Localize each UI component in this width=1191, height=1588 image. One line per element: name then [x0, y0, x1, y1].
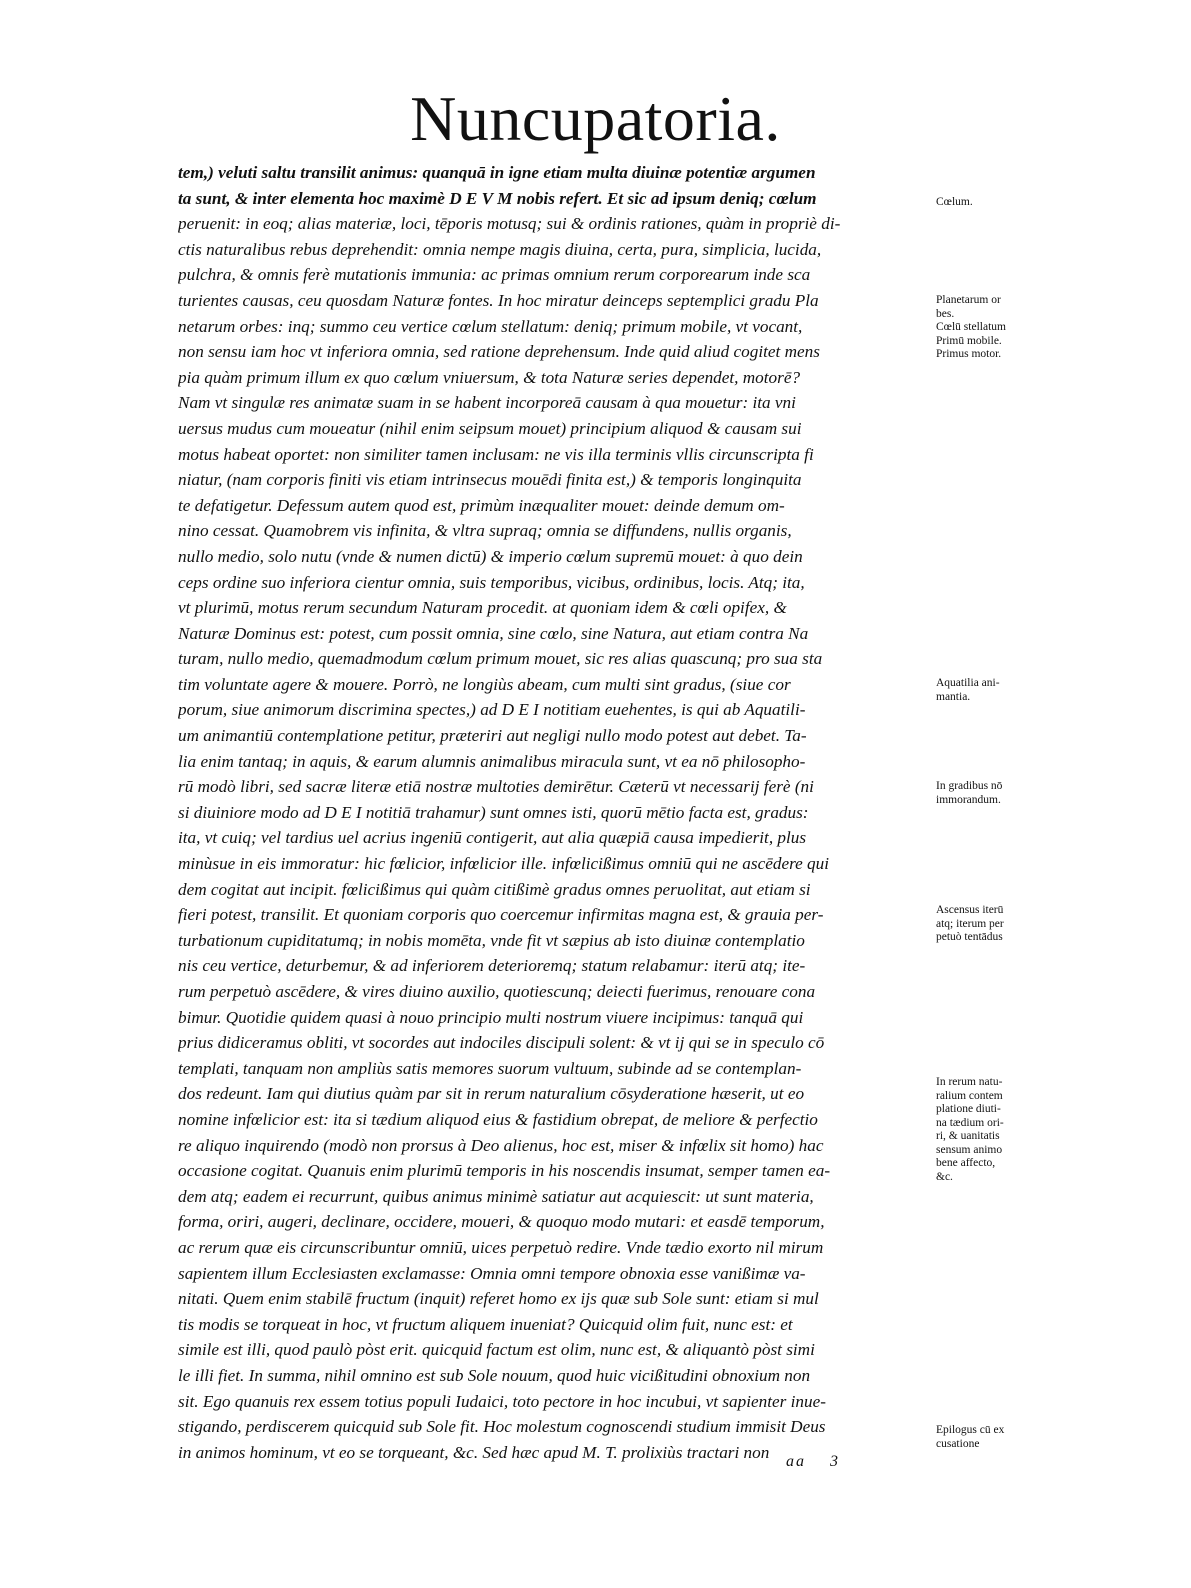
margin-note-line: In rerum natu- [936, 1076, 1003, 1088]
margin-note-line: Cœlū stellatum [936, 321, 1006, 333]
text-line: sit. Ego quanuis rex essem totius populi Iudaici, toto pectore in hoc incubui, vt sapienter inue- [178, 1391, 826, 1411]
margin-note-line: cusatione [936, 1437, 980, 1450]
text-line: pulchra, & omnis ferè mutationis immunia: ac primas omnium rerum corporearum inde sca [178, 265, 811, 285]
margin-note-line: ri, & uanitatis [936, 1130, 1000, 1142]
signature-mark: aa 3 [786, 1453, 840, 1470]
margin-note-line: petuò tentādus [936, 931, 1003, 943]
text-line: non sensu iam hoc vt inferiora omnia, sed ratione deprehensum. Inde quid aliud cogitet mens [178, 342, 820, 362]
text-line: niatur, (nam corporis finiti vis etiam intrinsecus mouēdi finita est,) & temporis longinquita [178, 470, 802, 490]
margin-note-line: &c. [936, 1170, 953, 1183]
text-line: rū modò libri, sed sacræ literæ etiā nostræ multoties demirētur. Cæterū vt necessarij ferè (ni [178, 777, 814, 797]
text-line: dos redeunt. Iam qui diutius quàm par sit in rerum naturalium cōsyderatione hæserit, ut eo [178, 1084, 805, 1104]
margin-note-line: bes. [936, 307, 955, 320]
text-line: prius didiceramus obliti, vt socordes aut indociles discipuli solent: & vt ij qui se in speculo cō [178, 1033, 825, 1053]
text-line: turam, nullo medio, quemadmodum cœlum primum mouet, sic res alias quascunq; pro sua sta [178, 649, 823, 669]
margin-note-line: Cœlum. [936, 196, 973, 208]
text-line: nitati. Quem enim stabilē fructum (inquit) referet homo ex ijs quæ sub Sole sunt: etiam si mul [178, 1289, 819, 1309]
text-line: ita, vt cuiq; vel tardius uel acrius ingeniū contigerit, aut alia quæpiā causa impedierit, plus [178, 828, 807, 848]
text-line: stigando, perdiscerem quicquid sub Sole fit. Hoc molestum cognoscendi studium immisit Deus [178, 1417, 826, 1437]
text-line: occasione cogitat. Quanuis enim plurimū temporis in his noscendis insumat, semper tamen ea- [178, 1161, 831, 1181]
margin-note-rerum-naturalium [936, 1076, 1054, 1184]
margin-note-line: In gradibus nō [936, 780, 1003, 792]
text-line: porum, siue animorum discrimina spectes,) ad D E I notitiam euehentes, is qui ab Aquatili- [178, 700, 806, 720]
text-line: minùsue in eis immoratur: hic fœlicior, infœlicior ille. infœlicißimus omniū qui ne ascēdere qui [178, 854, 830, 874]
margin-note-line: bene affecto, [936, 1157, 996, 1169]
text-line: dem atq; eadem ei recurrunt, quibus animus minimè satiatur aut acquiescit: ut sunt materia, [178, 1186, 814, 1206]
margin-note-gradibus [936, 780, 1054, 807]
text-line: tis modis se torqueat in hoc, vt fructum aliquem inueniat? Quicquid olim fuit, nunc est: et [178, 1314, 793, 1334]
text-line: bimur. Quotidie quidem quasi à nouo principio multi nostrum viuere incipimus: tanquā qui [178, 1007, 804, 1027]
margin-note-ascensus [936, 904, 1054, 945]
text-line: ac rerum quæ eis circunscribuntur omniū, uices perpetuò redire. Vnde tædio exorto nil mirum [178, 1237, 824, 1257]
margin-note-line: platione diuti- [936, 1103, 1001, 1115]
text-line: vt plurimū, motus rerum secundum Naturam procedit. at quoniam idem & cœli opifex, & [178, 598, 787, 618]
text-line: re aliquo inquirendo (modò non prorsus à Deo alienus, hoc est, miser & infœlix sit homo) hac [178, 1135, 824, 1155]
text-line: Nam vt singulæ res animatæ suam in se habent incorporeā causam à qua mouetur: ita vni [178, 393, 796, 413]
margin-note-line: atq; iterum per [936, 917, 1004, 930]
text-line: turbationum cupiditatumq; in nobis momēta, vnde fit vt sæpius ab isto diuinæ contemplatio [178, 930, 805, 950]
margin-note-line: immorandum. [936, 793, 1001, 806]
margin-note-line: na tædium ori- [936, 1116, 1004, 1129]
margin-note-line: mantia. [936, 690, 971, 703]
text-line: lia enim tantaq; in aquis, & earum alumnis animalibus miracula sunt, vt ea nō philosopho- [178, 751, 806, 771]
margin-note-epilogus [936, 1424, 1054, 1451]
text-line: le illi fiet. In summa, nihil omnino est sub Sole nouum, quod huic vicißitudini obnoxium non [178, 1365, 811, 1385]
text-line: motus habeat oportet: non similiter tamen inclusam: ne vis illa terminis vllis circunscripta fi [178, 444, 814, 464]
text-line: tim voluntate agere & mouere. Porrò, ne longiùs abeam, cum multi sint gradus, (siue cor [178, 674, 791, 694]
text-line: turientes causas, ceu quosdam Naturæ fontes. In hoc miratur deinceps septemplici gradu Pla [178, 290, 819, 310]
text-line: si diuiniore modo ad D E I notitiā trahamur) sunt omnes isti, quorū mētio facta est, gradus: [178, 802, 809, 822]
page-title: Nuncupatoria. [410, 83, 781, 154]
text-line: pia quàm primum illum ex quo cœlum vniuersum, & tota Naturæ series dependet, motorē? [178, 367, 801, 387]
text-line: rum perpetuò ascēdere, & vires diuino auxilio, quotiescunq; deiecti fuerimus, renouare cona [178, 982, 816, 1001]
text-line: sapientem illum Ecclesiasten exclamasse: Omnia omni tempore obnoxia esse vanißimæ va- [178, 1263, 806, 1283]
margin-note-line: Primū mobile. [936, 334, 1002, 347]
text-line: ta sunt, & inter elementa hoc maximè D E V M nobis refert. Et sic ad ipsum deniq; cœlum [178, 188, 817, 208]
margin-note-aquatilia [936, 677, 1054, 704]
text-line: ctis naturalibus rebus deprehendit: omnia nempe magis diuina, certa, pura, simplicia, lucida, [178, 239, 822, 259]
body-text [178, 160, 938, 1465]
text-line: nullo medio, solo nutu (vnde & numen dictū) & imperio cœlum supremū mouet: à quo dein [178, 546, 803, 566]
margin-note-line: Aquatilia ani- [936, 677, 1000, 689]
text-line: te defatigetur. Defessum autem quod est, primùm inæqualiter mouet: deinde demum om- [178, 495, 785, 515]
margin-note-planetarum [936, 294, 1054, 362]
text-line: in animos hominum, vt eo se torqueant, &c. Sed hæc apud M. T. prolixiùs tractari non [178, 1442, 770, 1462]
margin-note-line: sensum animo [936, 1143, 1003, 1156]
text-line: tem,) veluti saltu transilit animus: quanquā in igne etiam multa diuinæ potentiæ argumen [178, 163, 816, 182]
margin-note-line: Epilogus cū ex [936, 1424, 1005, 1436]
margin-note-line: Planetarum or [936, 294, 1001, 306]
margin-note-line: ralium contem [936, 1089, 1003, 1102]
text-line: nis ceu vertice, deturbemur, & ad inferiorem deterioremq; statum relabamur: iterū atq; ite- [178, 956, 806, 976]
text-line: dem cogitat aut incipit. fœlicißimus qui quàm citißimè gradus omnes peruolitat, aut etiam si [178, 879, 811, 899]
text-line: peruenit: in eoq; alias materiæ, loci, tēporis motusq; sui & ordinis rationes, quàm in propriè di- [178, 214, 841, 234]
text-line: netarum orbes: inq; summo ceu vertice cœlum stellatum: deniq; primum mobile, vt vocant, [178, 316, 803, 336]
text-line: nomine infœlicior est: ita si tædium aliquod eius & fastidium obrepat, de meliore & perfectio [178, 1109, 818, 1129]
text-line: um animantiū contemplatione petitur, præteriri aut negligi nullo modo potest aut debet. Ta- [178, 726, 807, 746]
text-line: ceps ordine suo inferiora cientur omnia, suis temporibus, vicibus, ordinibus, locis. Atq; ita, [178, 572, 805, 592]
text-line: templati, tanquam non ampliùs satis memores suorum vultuum, subinde ad se contemplan- [178, 1058, 802, 1078]
text-line: nino cessat. Quamobrem vis infinita, & vltra supraq; omnia se diffundens, nullis organis, [178, 521, 792, 541]
text-line: uersus mudus cum moueatur (nihil enim seipsum mouet) principium aliquod & causam sui [178, 418, 802, 438]
margin-note-line: Primus motor. [936, 348, 1002, 360]
text-line: fieri potest, transilit. Et quoniam corporis quo coercemur infirmitas magna est, & grauia per- [178, 905, 824, 925]
margin-note-line: Ascensus iterū [936, 904, 1004, 916]
text-line: Naturæ Dominus est: potest, cum possit omnia, sine cœlo, sine Natura, aut etiam contra Na [178, 623, 809, 643]
text-line: forma, oriri, augeri, declinare, occidere, moueri, & quoquo modo mutari: et easdē temporum, [178, 1212, 825, 1232]
text-line: simile est illi, quod paulò pòst erit. quicquid factum est olim, nunc est, & aliquantò pòst simi [178, 1340, 815, 1360]
margin-note-caelum [936, 196, 1054, 210]
